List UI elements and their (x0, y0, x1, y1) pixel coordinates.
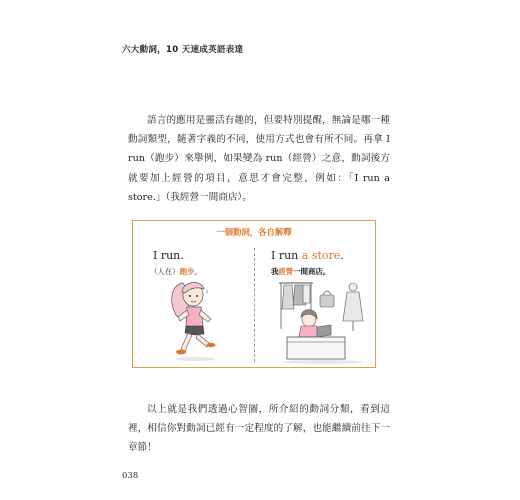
example-translation-run: （人在）跑步。 (150, 267, 202, 276)
example-translation-run-a-store: 我經營一間商店。 (271, 267, 331, 276)
example-sentence-run: I run. (153, 249, 184, 262)
page-number: 038 (122, 471, 139, 481)
body-paragraph-1: 語言的應用是靈活有趣的，但要特別提醒，無論是哪一種動詞類型，隨著字義的不同，使用方式也會有所不同。再拿 I run（跑步）來舉例，如果變為 run（經營）之意，動詞後方就要加上經營的項目，意思才會完整，例如：「I run a store.」（我經營一間商店）。 (128, 114, 390, 204)
body-paragraph-2: 以上就是我們透過心智圖，所介紹的動詞分類，看到這裡，相信你對動詞已經有一定程度的了解，也能繼續前往下一章節！ (128, 403, 390, 454)
figure-divider (254, 248, 255, 362)
shop-owner-illustration (273, 279, 371, 365)
illustration-box (132, 220, 376, 368)
running-girl-illustration (161, 275, 241, 365)
example-sentence-run-a-store: I run a store. (271, 249, 344, 262)
running-header: 六大動詞，10 天速成英語表達 (122, 45, 244, 55)
figure-title: 一個動詞，各自解釋 (216, 227, 292, 237)
